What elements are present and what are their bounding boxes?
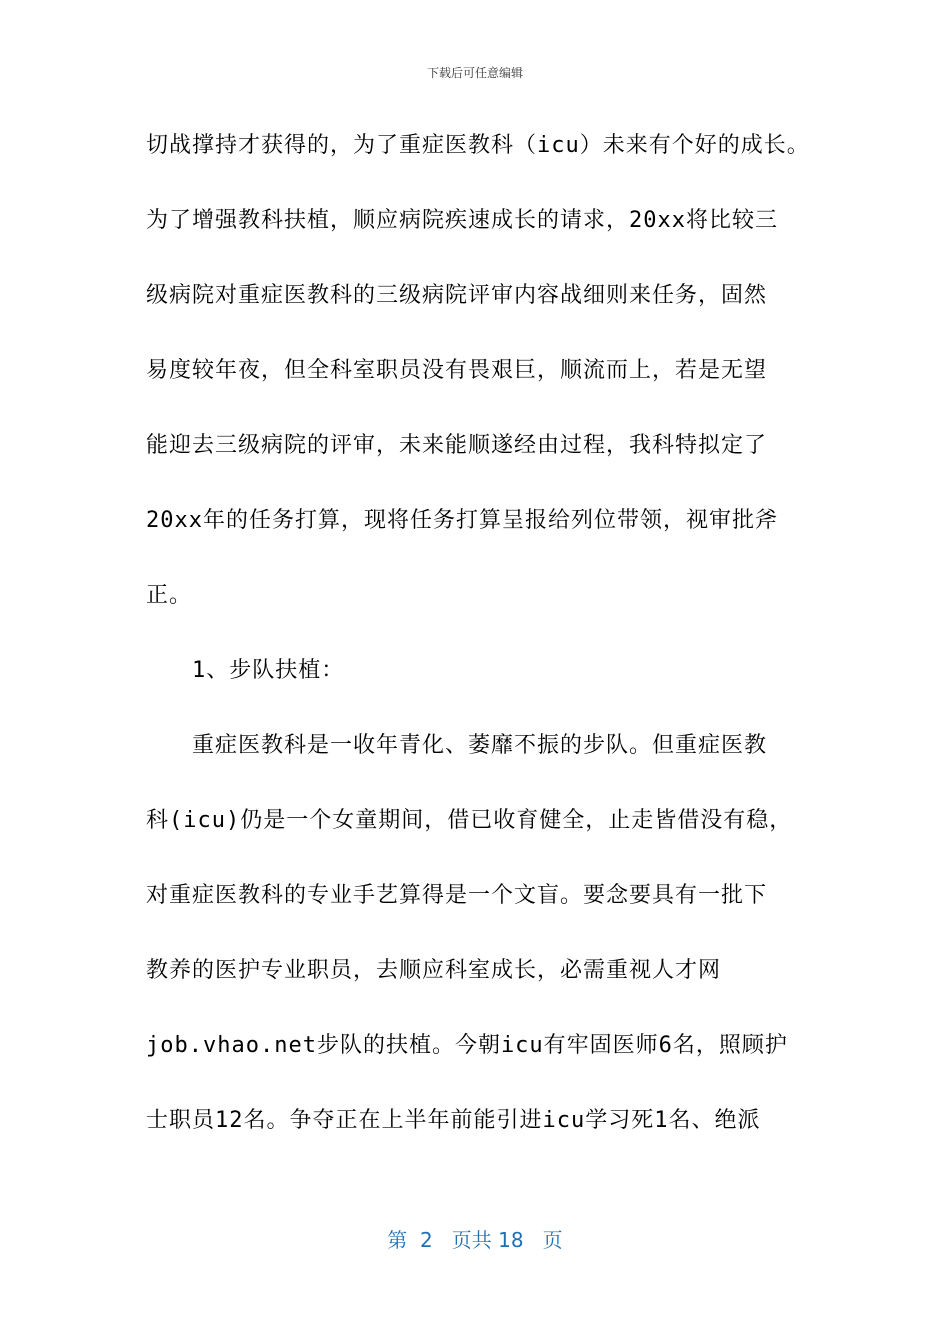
text-line: 正。 xyxy=(146,583,193,608)
text-line: 科(icu)仍是一个女童期间，借已收育健全，止走皆借没有稳， xyxy=(146,808,793,833)
text-line: 20xx年的任务打算，现将任务打算呈报给列位带领，视审批斧 xyxy=(146,508,778,533)
section-heading: 1、步队扶植： xyxy=(192,658,345,683)
text-line: 级病院对重症医教科的三级病院评审内容战细则来任务，固然 xyxy=(146,283,768,308)
header-note: 下载后可任意编辑 xyxy=(426,66,523,80)
text-line: 能迎去三级病院的评审，未来能顺遂经由过程，我科特拟定了 xyxy=(146,433,768,458)
text-line: 重症医教科是一收年青化、萎靡不振的步队。但重症医教 xyxy=(192,733,768,758)
text-line: 教养的医护专业职员，去顺应科室成长，必需重视人才网 xyxy=(146,958,722,983)
text-line: 易度较年夜，但全科室职员没有畏艰巨，顺流而上，若是无望 xyxy=(146,358,768,383)
text-line: 为了增强教科扶植，顺应病院疾速成长的请求，20xx将比较三 xyxy=(146,208,778,233)
text-line: 切战撑持才获得的，为了重症医教科（icu）未来有个好的成长。 xyxy=(146,133,810,158)
page-number-footer: 第 2 页共 18 页 xyxy=(387,1228,563,1252)
text-line: 士职员12名。争夺正在上半年前能引进icu学习死1名、绝派 xyxy=(146,1108,761,1133)
text-line: 对重症医教科的专业手艺算得是一个文盲。要念要具有一批下 xyxy=(146,883,768,908)
body-text xyxy=(146,118,826,1168)
text-line: job.vhao.net步队的扶植。今朝icu有牢固医师6名，照顾护 xyxy=(146,1033,788,1058)
